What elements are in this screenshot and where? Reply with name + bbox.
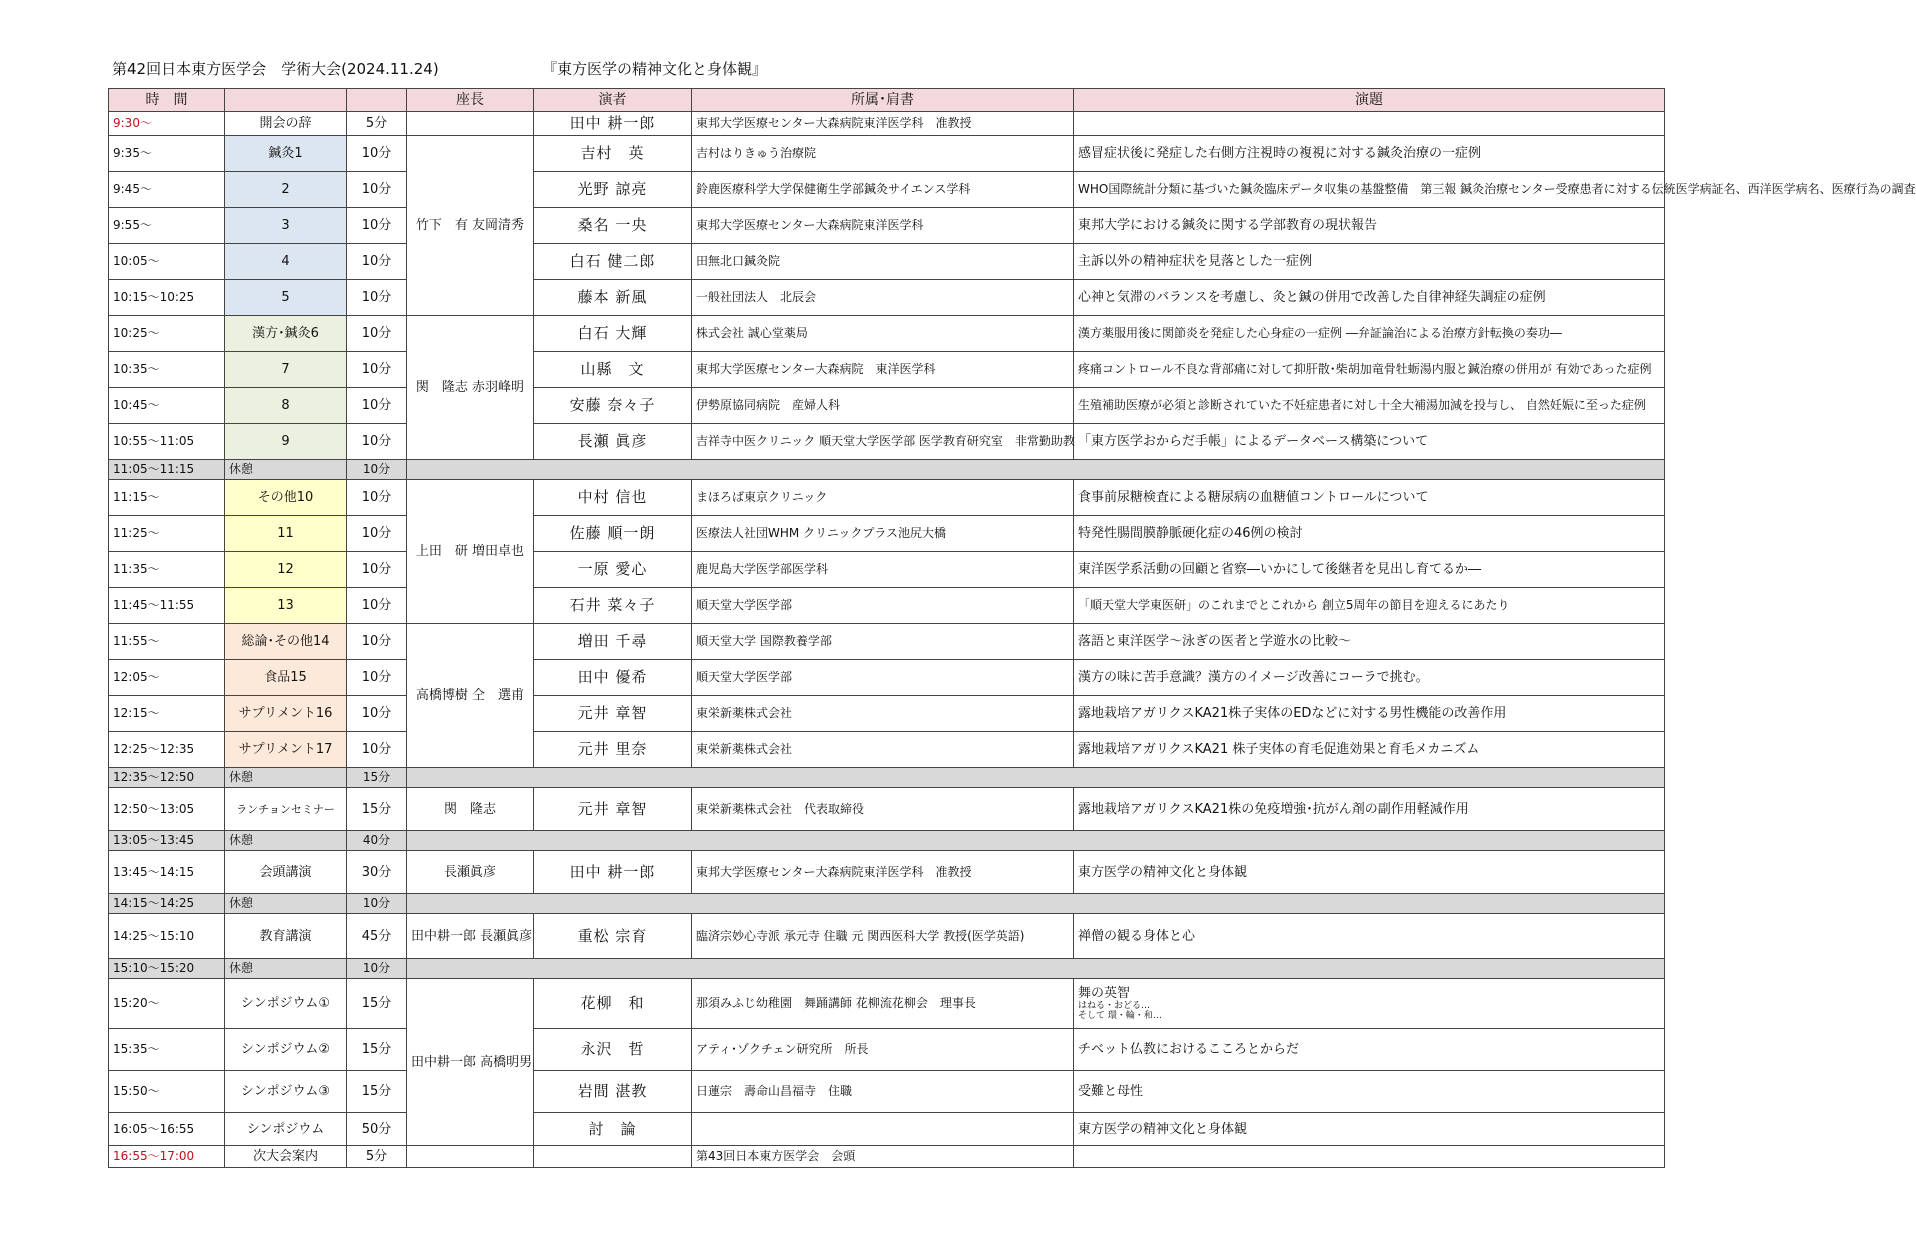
time-cell: 12:25～12:35: [109, 732, 225, 768]
title-cell: チベット仏教におけるこころとからだ: [1074, 1029, 1665, 1071]
session-cell: シンポジウム②: [225, 1029, 347, 1071]
table-row: [109, 316, 1665, 352]
affiliation-cell: 鹿児島大学医学部医学科: [692, 552, 1074, 588]
table-row: [109, 660, 1665, 696]
session-cell: 3: [225, 208, 347, 244]
table-row: [109, 480, 1665, 516]
break-label: 休憩: [225, 460, 347, 480]
duration-cell: 10分: [347, 280, 407, 316]
session-cell: 教育講演: [225, 914, 347, 959]
table-row: [109, 914, 1665, 959]
title-cell: 東邦大学における鍼灸に関する学部教育の現状報告: [1074, 208, 1665, 244]
speaker-cell: 石井 菜々子: [534, 588, 692, 624]
duration-cell: 10分: [347, 959, 407, 979]
event-title: 第42回日本東方医学会 学術大会(2024.11.24): [112, 60, 439, 78]
duration-cell: 10分: [347, 136, 407, 172]
duration-cell: 10分: [347, 352, 407, 388]
duration-cell: 10分: [347, 516, 407, 552]
title-cell: 落語と東洋医学～泳ぎの医者と学遊水の比較～: [1074, 624, 1665, 660]
session-cell: 5: [225, 280, 347, 316]
affiliation-cell: 那須みふじ幼稚園 舞踊講師 花柳流花柳会 理事長: [692, 979, 1074, 1029]
speaker-cell: 田中 優希: [534, 660, 692, 696]
speaker-cell: 吉村 英: [534, 136, 692, 172]
duration-cell: 15分: [347, 979, 407, 1029]
title-cell: 露地栽培アガリクスKA21 株子実体の育毛促進効果と育毛メカニズム: [1074, 732, 1665, 768]
title-cell: [1074, 112, 1665, 136]
speaker-cell: 一原 愛心: [534, 552, 692, 588]
time-cell: 12:15～: [109, 696, 225, 732]
speaker-cell: 元井 章智: [534, 788, 692, 831]
time-cell: 9:55～: [109, 208, 225, 244]
title-cell: 生殖補助医療が必須と診断されていた不妊症患者に対し十全大補湯加減を投与し、 自然妊娠に至った症例: [1074, 388, 1665, 424]
affiliation-cell: 東栄新薬株式会社: [692, 732, 1074, 768]
break-row: [109, 894, 1665, 914]
time-cell: 11:15～: [109, 480, 225, 516]
table-row: [109, 1029, 1665, 1071]
table-row: [109, 979, 1665, 1029]
symposium-subtitle: はねる・おどる… そして 環・輪・和…: [1078, 1001, 1162, 1021]
title-cell: 東方医学の精神文化と身体観: [1074, 851, 1665, 894]
duration-cell: 15分: [347, 788, 407, 831]
session-cell: 次大会案内: [225, 1146, 347, 1168]
table-row: [109, 1146, 1665, 1168]
break-row: [109, 831, 1665, 851]
speaker-cell: 白石 健二郎: [534, 244, 692, 280]
duration-cell: 15分: [347, 1071, 407, 1113]
table-row: [109, 851, 1665, 894]
affiliation-cell: アティ･ゾクチェン研究所 所長: [692, 1029, 1074, 1071]
table-header-row: [109, 89, 1665, 112]
chair-cell: 竹下 有 友岡清秀: [407, 136, 534, 316]
session-cell: 12: [225, 552, 347, 588]
break-row: [109, 768, 1665, 788]
speaker-cell: 佐藤 順一朗: [534, 516, 692, 552]
title-cell: 感冒症状後に発症した右側方注視時の複視に対する鍼灸治療の一症例: [1074, 136, 1665, 172]
table-row: [109, 516, 1665, 552]
time-cell: 10:55～11:05: [109, 424, 225, 460]
break-label: 休憩: [225, 768, 347, 788]
time-cell: 13:05～13:45: [109, 831, 225, 851]
break-row: [109, 959, 1665, 979]
table-row: [109, 136, 1665, 172]
time-cell: 11:25～: [109, 516, 225, 552]
speaker-cell: 元井 章智: [534, 696, 692, 732]
title-cell: WHO国際統計分類に基づいた鍼灸臨床データ収集の基盤整備 第三報 鍼灸治療センター受療患者に対する伝統医学病証名、西洋医学病名、医療行為の調査: [1074, 172, 1665, 208]
document-header: [112, 58, 768, 79]
duration-cell: 10分: [347, 388, 407, 424]
speaker-cell: 長瀬 眞彦: [534, 424, 692, 460]
affiliation-cell: 第43回日本東方医学会 会頭: [692, 1146, 1074, 1168]
title-cell: 心神と気滞のバランスを考慮し、灸と鍼の併用で改善した自律神経失調症の症例: [1074, 280, 1665, 316]
affiliation-cell: まほろば東京クリニック: [692, 480, 1074, 516]
time-cell: 11:55～: [109, 624, 225, 660]
title-cell: 露地栽培アガリクスKA21株子実体のEDなどに対する男性機能の改善作用: [1074, 696, 1665, 732]
affiliation-cell: 順天堂大学 国際教養学部: [692, 624, 1074, 660]
affiliation-cell: 順天堂大学医学部: [692, 660, 1074, 696]
time-cell: 16:05～16:55: [109, 1113, 225, 1146]
symposium-title: 舞の英智: [1078, 986, 1131, 1001]
speaker-cell: 山縣 文: [534, 352, 692, 388]
session-cell: シンポジウム: [225, 1113, 347, 1146]
column-header: 座長: [407, 89, 534, 112]
session-cell: 8: [225, 388, 347, 424]
time-cell: 14:25～15:10: [109, 914, 225, 959]
speaker-cell: 元井 里奈: [534, 732, 692, 768]
duration-cell: 30分: [347, 851, 407, 894]
session-cell: ランチョンセミナー: [225, 788, 347, 831]
speaker-cell: 中村 信也: [534, 480, 692, 516]
table-row: [109, 208, 1665, 244]
time-cell: 12:50～13:05: [109, 788, 225, 831]
affiliation-cell: 日蓮宗 壽命山昌福寺 住職: [692, 1071, 1074, 1113]
schedule-table: [108, 88, 1916, 1168]
column-header: 時 間: [109, 89, 225, 112]
affiliation-cell: 東邦大学医療センター大森病院 東洋医学科: [692, 352, 1074, 388]
table-row: [109, 280, 1665, 316]
duration-cell: 10分: [347, 588, 407, 624]
chair-cell: 関 隆志 赤羽峰明: [407, 316, 534, 460]
time-cell: 13:45～14:15: [109, 851, 225, 894]
column-header: 演題: [1074, 89, 1665, 112]
time-cell: 11:05～11:15: [109, 460, 225, 480]
table-row: [109, 388, 1665, 424]
session-cell: 総論･その他14: [225, 624, 347, 660]
speaker-cell: 増田 千尋: [534, 624, 692, 660]
affiliation-cell: 鈴鹿医療科学大学保健衛生学部鍼灸サイエンス学科: [692, 172, 1074, 208]
table-row: [109, 244, 1665, 280]
affiliation-cell: 東邦大学医療センター大森病院東洋医学科 准教授: [692, 112, 1074, 136]
table-row: [109, 112, 1665, 136]
duration-cell: 15分: [347, 768, 407, 788]
table-row: [109, 172, 1665, 208]
time-cell: 10:35～: [109, 352, 225, 388]
duration-cell: 10分: [347, 424, 407, 460]
speaker-cell: 岩間 湛教: [534, 1071, 692, 1113]
session-cell: サプリメント17: [225, 732, 347, 768]
chair-cell: 田中耕一郎 長瀬眞彦: [407, 914, 534, 959]
title-cell: 東方医学の精神文化と身体観: [1074, 1113, 1665, 1146]
time-cell: 12:05～: [109, 660, 225, 696]
session-cell: 食品15: [225, 660, 347, 696]
table-row: [109, 552, 1665, 588]
speaker-cell: 討 論: [534, 1113, 692, 1146]
column-header: [225, 89, 347, 112]
time-cell: 9:45～: [109, 172, 225, 208]
table-row: [109, 788, 1665, 831]
session-cell: 4: [225, 244, 347, 280]
affiliation-cell: [692, 1113, 1074, 1146]
break-label: 休憩: [225, 831, 347, 851]
column-header: 演者: [534, 89, 692, 112]
session-cell: 11: [225, 516, 347, 552]
title-cell: 漢方薬服用後に関節炎を発症した心身症の一症例 ―弁証論治による治療方針転換の奏功―: [1074, 316, 1665, 352]
speaker-cell: 永沢 哲: [534, 1029, 692, 1071]
duration-cell: 10分: [347, 480, 407, 516]
title-cell: 「順天堂大学東医研」のこれまでとこれから 創立5周年の節目を迎えるにあたり: [1074, 588, 1665, 624]
affiliation-cell: 順天堂大学医学部: [692, 588, 1074, 624]
chair-cell: 高橋博樹 仝 選甫: [407, 624, 534, 768]
title-cell: [1074, 979, 1665, 1029]
event-theme: 『東方医学の精神文化と身体観』: [542, 60, 768, 78]
duration-cell: 15分: [347, 1029, 407, 1071]
duration-cell: 10分: [347, 316, 407, 352]
session-cell: 会頭講演: [225, 851, 347, 894]
time-cell: 15:10～15:20: [109, 959, 225, 979]
chair-cell: 関 隆志: [407, 788, 534, 831]
duration-cell: 45分: [347, 914, 407, 959]
session-cell: 7: [225, 352, 347, 388]
affiliation-cell: 東栄新薬株式会社: [692, 696, 1074, 732]
speaker-cell: 藤本 新風: [534, 280, 692, 316]
title-cell: 東洋医学系活動の回顧と省察―いかにして後継者を見出し育てるか―: [1074, 552, 1665, 588]
duration-cell: 10分: [347, 624, 407, 660]
chair-cell: [407, 112, 534, 136]
time-cell: 10:25～: [109, 316, 225, 352]
column-header: 所属･肩書: [692, 89, 1074, 112]
duration-cell: 10分: [347, 208, 407, 244]
affiliation-cell: 東栄新薬株式会社 代表取締役: [692, 788, 1074, 831]
time-cell: 9:35～: [109, 136, 225, 172]
table-row: [109, 352, 1665, 388]
affiliation-cell: 臨済宗妙心寺派 承元寺 住職 元 関西医科大学 教授(医学英語): [692, 914, 1074, 959]
affiliation-cell: 吉祥寺中医クリニック 順天堂大学医学部 医学教育研究室 非常勤助教: [692, 424, 1074, 460]
duration-cell: 10分: [347, 552, 407, 588]
title-cell: 食事前尿糖検査による糖尿病の血糖値コントロールについて: [1074, 480, 1665, 516]
table-row: [109, 424, 1665, 460]
speaker-cell: 白石 大輝: [534, 316, 692, 352]
title-cell: 主訴以外の精神症状を見落とした一症例: [1074, 244, 1665, 280]
duration-cell: 5分: [347, 1146, 407, 1168]
session-cell: 13: [225, 588, 347, 624]
time-cell: 11:35～: [109, 552, 225, 588]
duration-cell: 10分: [347, 244, 407, 280]
session-cell: シンポジウム①: [225, 979, 347, 1029]
speaker-cell: 田中 耕一郎: [534, 112, 692, 136]
time-cell: 9:30～: [109, 112, 225, 136]
session-cell: その他10: [225, 480, 347, 516]
duration-cell: 10分: [347, 894, 407, 914]
table-row: [109, 1071, 1665, 1113]
session-cell: シンポジウム③: [225, 1071, 347, 1113]
duration-cell: 10分: [347, 696, 407, 732]
duration-cell: 10分: [347, 172, 407, 208]
title-cell: 特発性腸間膜静脈硬化症の46例の検討: [1074, 516, 1665, 552]
table-row: [109, 732, 1665, 768]
table-row: [109, 588, 1665, 624]
affiliation-cell: 伊勢原協同病院 産婦人科: [692, 388, 1074, 424]
affiliation-cell: 東邦大学医療センター大森病院東洋医学科: [692, 208, 1074, 244]
time-cell: 12:35～12:50: [109, 768, 225, 788]
table-row: [109, 1113, 1665, 1146]
affiliation-cell: 東邦大学医療センター大森病院東洋医学科 准教授: [692, 851, 1074, 894]
table-row: [109, 624, 1665, 660]
session-cell: サプリメント16: [225, 696, 347, 732]
affiliation-cell: 吉村はりきゅう治療院: [692, 136, 1074, 172]
time-cell: 10:45～: [109, 388, 225, 424]
title-cell: 「東方医学おからだ手帳」によるデータベース構築について: [1074, 424, 1665, 460]
title-cell: 露地栽培アガリクスKA21株の免疫増強･抗がん剤の副作用軽減作用: [1074, 788, 1665, 831]
chair-cell: 上田 研 増田卓也: [407, 480, 534, 624]
time-cell: 10:15～10:25: [109, 280, 225, 316]
speaker-cell: 安藤 奈々子: [534, 388, 692, 424]
duration-cell: 40分: [347, 831, 407, 851]
speaker-cell: 重松 宗育: [534, 914, 692, 959]
speaker-cell: 田中 耕一郎: [534, 851, 692, 894]
time-cell: 16:55～17:00: [109, 1146, 225, 1168]
duration-cell: 10分: [347, 660, 407, 696]
affiliation-cell: 株式会社 誠心堂薬局: [692, 316, 1074, 352]
speaker-cell: 花柳 和: [534, 979, 692, 1029]
duration-cell: 10分: [347, 732, 407, 768]
chair-cell: 長瀬眞彦: [407, 851, 534, 894]
time-cell: 10:05～: [109, 244, 225, 280]
table-row: [109, 696, 1665, 732]
break-label: 休憩: [225, 894, 347, 914]
title-cell: [1074, 1146, 1665, 1168]
affiliation-cell: 田無北口鍼灸院: [692, 244, 1074, 280]
session-cell: 9: [225, 424, 347, 460]
title-cell: 漢方の味に苦手意識？漢方のイメージ改善にコーラで挑む。: [1074, 660, 1665, 696]
speaker-cell: [534, 1146, 692, 1168]
duration-cell: 10分: [347, 460, 407, 480]
time-cell: 15:20～: [109, 979, 225, 1029]
affiliation-cell: 医療法人社団WHM クリニックプラス池尻大橋: [692, 516, 1074, 552]
time-cell: 14:15～14:25: [109, 894, 225, 914]
duration-cell: 5分: [347, 112, 407, 136]
speaker-cell: 桑名 一央: [534, 208, 692, 244]
break-row: [109, 460, 1665, 480]
duration-cell: 50分: [347, 1113, 407, 1146]
chair-cell: 田中耕一郎 高橋明男: [407, 979, 534, 1146]
speaker-cell: 光野 諒亮: [534, 172, 692, 208]
session-cell: 鍼灸1: [225, 136, 347, 172]
time-cell: 15:50～: [109, 1071, 225, 1113]
session-cell: 漢方･鍼灸6: [225, 316, 347, 352]
time-cell: 11:45～11:55: [109, 588, 225, 624]
time-cell: 15:35～: [109, 1029, 225, 1071]
title-cell: 受難と母性: [1074, 1071, 1665, 1113]
session-cell: 2: [225, 172, 347, 208]
column-header: [347, 89, 407, 112]
break-label: 休憩: [225, 959, 347, 979]
session-cell: 開会の辞: [225, 112, 347, 136]
title-cell: 禅僧の観る身体と心: [1074, 914, 1665, 959]
title-cell: 疼痛コントロール不良な背部痛に対して抑肝散･柴胡加竜骨牡蛎湯内服と鍼治療の併用が 有効であった症例: [1074, 352, 1665, 388]
chair-cell: [407, 1146, 534, 1168]
affiliation-cell: 一般社団法人 北辰会: [692, 280, 1074, 316]
